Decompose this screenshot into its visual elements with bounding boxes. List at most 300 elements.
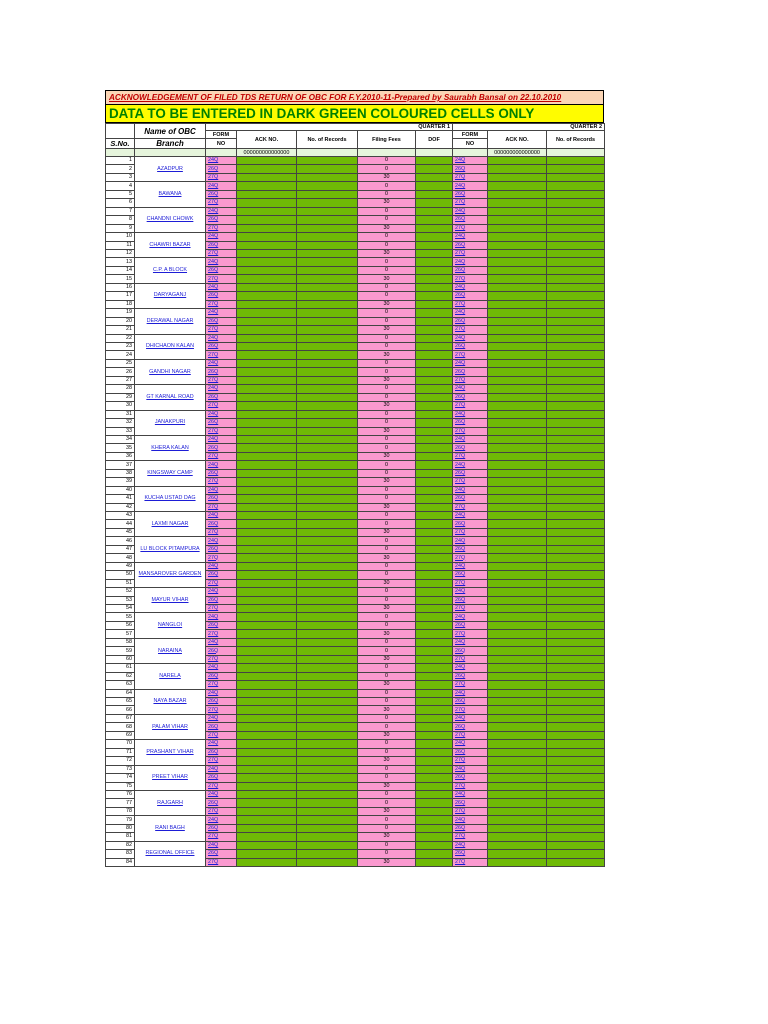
dof-input-q1[interactable]: [416, 748, 453, 756]
ack-input-q1[interactable]: [237, 317, 297, 325]
ack-input-q1[interactable]: [237, 512, 297, 520]
form-link-q2[interactable]: 26Q: [453, 672, 488, 680]
form-link-q1[interactable]: 27Q: [206, 655, 237, 663]
dof-input-q1[interactable]: [416, 858, 453, 866]
form-link-q2[interactable]: 27Q: [453, 478, 488, 486]
records-input-q1[interactable]: [297, 258, 358, 266]
dof-input-q1[interactable]: [416, 562, 453, 570]
dof-input-q1[interactable]: [416, 207, 453, 215]
ack-input-q2[interactable]: [488, 334, 547, 342]
ack-input-q1[interactable]: [237, 182, 297, 190]
ack-input-q1[interactable]: [237, 554, 297, 562]
records-input-q2[interactable]: [547, 647, 605, 655]
dof-input-q1[interactable]: [416, 554, 453, 562]
dof-input-q1[interactable]: [416, 435, 453, 443]
dof-input-q1[interactable]: [416, 469, 453, 477]
records-input-q2[interactable]: [547, 233, 605, 241]
records-input-q2[interactable]: [547, 655, 605, 663]
form-link-q2[interactable]: 26Q: [453, 545, 488, 553]
ack-input-q2[interactable]: [488, 596, 547, 604]
records-input-q1[interactable]: [297, 605, 358, 613]
ack-input-q2[interactable]: [488, 190, 547, 198]
ack-input-q2[interactable]: [488, 241, 547, 249]
ack-input-q2[interactable]: [488, 300, 547, 308]
ack-input-q1[interactable]: [237, 824, 297, 832]
records-input-q2[interactable]: [547, 740, 605, 748]
ack-input-q2[interactable]: [488, 258, 547, 266]
branch-link[interactable]: DERAWAL NAGAR: [135, 309, 206, 334]
form-link-q2[interactable]: 27Q: [453, 579, 488, 587]
records-input-q2[interactable]: [547, 824, 605, 832]
records-input-q1[interactable]: [297, 672, 358, 680]
form-link-q1[interactable]: 27Q: [206, 528, 237, 536]
form-link-q2[interactable]: 26Q: [453, 317, 488, 325]
records-input-q1[interactable]: [297, 469, 358, 477]
records-input-q1[interactable]: [297, 782, 358, 790]
records-input-q1[interactable]: [297, 723, 358, 731]
ack-input-q2[interactable]: [488, 816, 547, 824]
records-input-q2[interactable]: [547, 774, 605, 782]
ack-input-q2[interactable]: [488, 537, 547, 545]
form-link-q2[interactable]: 24Q: [453, 233, 488, 241]
ack-input-q1[interactable]: [237, 173, 297, 181]
ack-input-q1[interactable]: [237, 469, 297, 477]
records-input-q1[interactable]: [297, 790, 358, 798]
records-input-q1[interactable]: [297, 266, 358, 274]
dof-input-q1[interactable]: [416, 216, 453, 224]
branch-link[interactable]: RAJGARH: [135, 790, 206, 815]
form-link-q2[interactable]: 27Q: [453, 655, 488, 663]
form-link-q2[interactable]: 26Q: [453, 190, 488, 198]
form-link-q2[interactable]: 24Q: [453, 512, 488, 520]
records-input-q2[interactable]: [547, 190, 605, 198]
ack-input-q2[interactable]: [488, 706, 547, 714]
ack-input-q2[interactable]: [488, 807, 547, 815]
ack-input-q1[interactable]: [237, 714, 297, 722]
dof-input-q1[interactable]: [416, 258, 453, 266]
dof-input-q1[interactable]: [416, 275, 453, 283]
records-input-q2[interactable]: [547, 452, 605, 460]
records-input-q2[interactable]: [547, 605, 605, 613]
dof-input-q1[interactable]: [416, 427, 453, 435]
form-link-q2[interactable]: 26Q: [453, 748, 488, 756]
records-input-q2[interactable]: [547, 571, 605, 579]
form-link-q1[interactable]: 26Q: [206, 419, 237, 427]
records-input-q1[interactable]: [297, 774, 358, 782]
records-input-q2[interactable]: [547, 351, 605, 359]
dof-input-q1[interactable]: [416, 410, 453, 418]
form-link-q1[interactable]: 24Q: [206, 435, 237, 443]
records-input-q2[interactable]: [547, 165, 605, 173]
records-input-q2[interactable]: [547, 368, 605, 376]
records-input-q2[interactable]: [547, 562, 605, 570]
form-link-q1[interactable]: 27Q: [206, 605, 237, 613]
records-input-q1[interactable]: [297, 630, 358, 638]
records-input-q2[interactable]: [547, 199, 605, 207]
ack-input-q2[interactable]: [488, 714, 547, 722]
ack-input-q2[interactable]: [488, 647, 547, 655]
records-input-q2[interactable]: [547, 664, 605, 672]
form-link-q1[interactable]: 26Q: [206, 824, 237, 832]
dof-input-q1[interactable]: [416, 588, 453, 596]
form-link-q1[interactable]: 26Q: [206, 368, 237, 376]
form-link-q2[interactable]: 24Q: [453, 841, 488, 849]
dof-input-q1[interactable]: [416, 385, 453, 393]
ack-input-q1[interactable]: [237, 478, 297, 486]
ack-input-q2[interactable]: [488, 554, 547, 562]
ack-input-q1[interactable]: [237, 402, 297, 410]
form-link-q1[interactable]: 27Q: [206, 326, 237, 334]
ack-input-q2[interactable]: [488, 824, 547, 832]
dof-input-q1[interactable]: [416, 672, 453, 680]
form-link-q2[interactable]: 24Q: [453, 182, 488, 190]
records-input-q2[interactable]: [547, 326, 605, 334]
records-input-q2[interactable]: [547, 757, 605, 765]
ack-input-q1[interactable]: [237, 655, 297, 663]
form-link-q2[interactable]: 27Q: [453, 402, 488, 410]
ack-input-q1[interactable]: [237, 664, 297, 672]
dof-input-q1[interactable]: [416, 596, 453, 604]
form-link-q2[interactable]: 26Q: [453, 723, 488, 731]
records-input-q2[interactable]: [547, 714, 605, 722]
form-link-q1[interactable]: 26Q: [206, 444, 237, 452]
records-input-q1[interactable]: [297, 190, 358, 198]
records-input-q1[interactable]: [297, 182, 358, 190]
ack-input-q2[interactable]: [488, 385, 547, 393]
ack-input-q1[interactable]: [237, 444, 297, 452]
form-link-q2[interactable]: 27Q: [453, 503, 488, 511]
form-link-q2[interactable]: 26Q: [453, 444, 488, 452]
form-link-q1[interactable]: 26Q: [206, 799, 237, 807]
records-input-q1[interactable]: [297, 249, 358, 257]
form-link-q2[interactable]: 26Q: [453, 571, 488, 579]
ack-input-q1[interactable]: [237, 419, 297, 427]
ack-input-q2[interactable]: [488, 757, 547, 765]
branch-link[interactable]: NAYA BAZAR: [135, 689, 206, 714]
records-input-q2[interactable]: [547, 334, 605, 342]
form-link-q2[interactable]: 26Q: [453, 698, 488, 706]
ack-input-q2[interactable]: [488, 249, 547, 257]
ack-input-q2[interactable]: [488, 655, 547, 663]
form-link-q1[interactable]: 26Q: [206, 520, 237, 528]
form-link-q1[interactable]: 24Q: [206, 714, 237, 722]
dof-input-q1[interactable]: [416, 461, 453, 469]
ack-input-q1[interactable]: [237, 292, 297, 300]
branch-link[interactable]: REGIONAL OFFICE: [135, 841, 206, 866]
dof-input-q1[interactable]: [416, 740, 453, 748]
form-link-q1[interactable]: 24Q: [206, 790, 237, 798]
ack-input-q1[interactable]: [237, 266, 297, 274]
form-link-q2[interactable]: 24Q: [453, 689, 488, 697]
records-input-q1[interactable]: [297, 799, 358, 807]
ack-input-q2[interactable]: [488, 309, 547, 317]
form-link-q1[interactable]: 24Q: [206, 537, 237, 545]
form-link-q2[interactable]: 24Q: [453, 385, 488, 393]
form-link-q2[interactable]: 27Q: [453, 427, 488, 435]
dof-input-q1[interactable]: [416, 351, 453, 359]
records-input-q2[interactable]: [547, 545, 605, 553]
ack-input-q2[interactable]: [488, 427, 547, 435]
dof-input-q1[interactable]: [416, 765, 453, 773]
dof-input-q1[interactable]: [416, 309, 453, 317]
records-input-q2[interactable]: [547, 528, 605, 536]
ack-input-q2[interactable]: [488, 579, 547, 587]
branch-link[interactable]: BAWANA: [135, 182, 206, 207]
form-link-q2[interactable]: 26Q: [453, 596, 488, 604]
records-input-q1[interactable]: [297, 292, 358, 300]
records-input-q1[interactable]: [297, 393, 358, 401]
form-link-q1[interactable]: 24Q: [206, 461, 237, 469]
dof-input-q1[interactable]: [416, 698, 453, 706]
form-link-q2[interactable]: 26Q: [453, 774, 488, 782]
dof-input-q1[interactable]: [416, 723, 453, 731]
ack-input-q2[interactable]: [488, 748, 547, 756]
records-input-q2[interactable]: [547, 731, 605, 739]
ack-input-q1[interactable]: [237, 300, 297, 308]
form-link-q2[interactable]: 26Q: [453, 850, 488, 858]
records-input-q2[interactable]: [547, 790, 605, 798]
ack-input-q1[interactable]: [237, 258, 297, 266]
form-link-q1[interactable]: 27Q: [206, 452, 237, 460]
records-input-q2[interactable]: [547, 207, 605, 215]
form-link-q1[interactable]: 24Q: [206, 740, 237, 748]
dof-input-q1[interactable]: [416, 300, 453, 308]
records-input-q2[interactable]: [547, 461, 605, 469]
form-link-q2[interactable]: 24Q: [453, 588, 488, 596]
records-input-q1[interactable]: [297, 621, 358, 629]
records-input-q1[interactable]: [297, 317, 358, 325]
records-input-q2[interactable]: [547, 486, 605, 494]
ack-input-q2[interactable]: [488, 740, 547, 748]
form-link-q1[interactable]: 26Q: [206, 571, 237, 579]
ack-input-q2[interactable]: [488, 410, 547, 418]
records-input-q1[interactable]: [297, 326, 358, 334]
form-link-q1[interactable]: 26Q: [206, 748, 237, 756]
records-input-q1[interactable]: [297, 757, 358, 765]
form-link-q1[interactable]: 26Q: [206, 317, 237, 325]
ack-input-q2[interactable]: [488, 402, 547, 410]
branch-link[interactable]: LU BLOCK PITAMPURA: [135, 537, 206, 562]
records-input-q1[interactable]: [297, 241, 358, 249]
ack-input-q2[interactable]: [488, 850, 547, 858]
dof-input-q1[interactable]: [416, 571, 453, 579]
records-input-q1[interactable]: [297, 410, 358, 418]
dof-input-q1[interactable]: [416, 283, 453, 291]
records-input-q1[interactable]: [297, 824, 358, 832]
dof-input-q1[interactable]: [416, 190, 453, 198]
ack-input-q1[interactable]: [237, 740, 297, 748]
form-link-q1[interactable]: 24Q: [206, 233, 237, 241]
form-link-q1[interactable]: 26Q: [206, 647, 237, 655]
branch-link[interactable]: KHERA KALAN: [135, 435, 206, 460]
records-input-q2[interactable]: [547, 292, 605, 300]
records-input-q2[interactable]: [547, 317, 605, 325]
branch-link[interactable]: AZADPUR: [135, 157, 206, 182]
records-input-q2[interactable]: [547, 435, 605, 443]
records-input-q1[interactable]: [297, 833, 358, 841]
ack-input-q1[interactable]: [237, 241, 297, 249]
records-input-q1[interactable]: [297, 588, 358, 596]
form-link-q1[interactable]: 24Q: [206, 207, 237, 215]
ack-input-q1[interactable]: [237, 613, 297, 621]
records-input-q1[interactable]: [297, 512, 358, 520]
dof-input-q1[interactable]: [416, 486, 453, 494]
form-link-q2[interactable]: 27Q: [453, 224, 488, 232]
ack-input-q2[interactable]: [488, 571, 547, 579]
ack-input-q2[interactable]: [488, 326, 547, 334]
form-link-q1[interactable]: 26Q: [206, 774, 237, 782]
records-input-q1[interactable]: [297, 300, 358, 308]
records-input-q2[interactable]: [547, 799, 605, 807]
ack-input-q1[interactable]: [237, 545, 297, 553]
form-link-q1[interactable]: 27Q: [206, 833, 237, 841]
records-input-q2[interactable]: [547, 723, 605, 731]
ack-input-q1[interactable]: [237, 342, 297, 350]
dof-input-q1[interactable]: [416, 841, 453, 849]
form-link-q2[interactable]: 24Q: [453, 461, 488, 469]
ack-input-q1[interactable]: [237, 841, 297, 849]
records-input-q1[interactable]: [297, 275, 358, 283]
form-link-q1[interactable]: 27Q: [206, 858, 237, 866]
dof-input-q1[interactable]: [416, 613, 453, 621]
form-link-q1[interactable]: 27Q: [206, 351, 237, 359]
ack-input-q1[interactable]: [237, 850, 297, 858]
records-input-q2[interactable]: [547, 342, 605, 350]
ack-input-q2[interactable]: [488, 165, 547, 173]
form-link-q2[interactable]: 27Q: [453, 452, 488, 460]
dof-input-q1[interactable]: [416, 326, 453, 334]
records-input-q1[interactable]: [297, 698, 358, 706]
records-input-q1[interactable]: [297, 816, 358, 824]
branch-link[interactable]: GANDHI NAGAR: [135, 359, 206, 384]
form-link-q2[interactable]: 27Q: [453, 681, 488, 689]
ack-input-q1[interactable]: [237, 579, 297, 587]
form-link-q1[interactable]: 24Q: [206, 765, 237, 773]
dof-input-q1[interactable]: [416, 681, 453, 689]
branch-link[interactable]: NANGLOI: [135, 613, 206, 638]
dof-input-q1[interactable]: [416, 224, 453, 232]
form-link-q2[interactable]: 24Q: [453, 359, 488, 367]
ack-input-q2[interactable]: [488, 207, 547, 215]
records-input-q2[interactable]: [547, 478, 605, 486]
ack-input-q2[interactable]: [488, 799, 547, 807]
ack-input-q1[interactable]: [237, 537, 297, 545]
form-link-q1[interactable]: 26Q: [206, 165, 237, 173]
ack-input-q2[interactable]: [488, 283, 547, 291]
ack-input-q1[interactable]: [237, 385, 297, 393]
ack-input-q2[interactable]: [488, 317, 547, 325]
ack-input-q1[interactable]: [237, 689, 297, 697]
ack-input-q2[interactable]: [488, 605, 547, 613]
ack-input-q2[interactable]: [488, 444, 547, 452]
dof-input-q1[interactable]: [416, 495, 453, 503]
dof-input-q1[interactable]: [416, 757, 453, 765]
records-input-q2[interactable]: [547, 469, 605, 477]
records-input-q1[interactable]: [297, 452, 358, 460]
ack-input-q1[interactable]: [237, 647, 297, 655]
dof-input-q1[interactable]: [416, 774, 453, 782]
ack-input-q2[interactable]: [488, 359, 547, 367]
ack-input-q2[interactable]: [488, 672, 547, 680]
form-link-q2[interactable]: 24Q: [453, 613, 488, 621]
ack-input-q2[interactable]: [488, 173, 547, 181]
form-link-q1[interactable]: 27Q: [206, 706, 237, 714]
ack-input-q2[interactable]: [488, 216, 547, 224]
ack-input-q1[interactable]: [237, 190, 297, 198]
records-input-q1[interactable]: [297, 528, 358, 536]
dof-input-q1[interactable]: [416, 182, 453, 190]
records-input-q2[interactable]: [547, 579, 605, 587]
form-link-q1[interactable]: 24Q: [206, 258, 237, 266]
records-input-q2[interactable]: [547, 410, 605, 418]
records-input-q2[interactable]: [547, 266, 605, 274]
ack-input-q1[interactable]: [237, 748, 297, 756]
records-input-q1[interactable]: [297, 731, 358, 739]
ack-input-q2[interactable]: [488, 435, 547, 443]
ack-input-q2[interactable]: [488, 858, 547, 866]
dof-input-q1[interactable]: [416, 799, 453, 807]
records-input-q2[interactable]: [547, 613, 605, 621]
branch-link[interactable]: MANSAROVER GARDEN: [135, 562, 206, 587]
dof-input-q1[interactable]: [416, 376, 453, 384]
ack-input-q2[interactable]: [488, 368, 547, 376]
ack-input-q1[interactable]: [237, 723, 297, 731]
form-link-q1[interactable]: 27Q: [206, 731, 237, 739]
dof-input-q1[interactable]: [416, 807, 453, 815]
dof-input-q1[interactable]: [416, 266, 453, 274]
form-link-q2[interactable]: 27Q: [453, 199, 488, 207]
dof-input-q1[interactable]: [416, 689, 453, 697]
records-input-q2[interactable]: [547, 681, 605, 689]
records-input-q2[interactable]: [547, 224, 605, 232]
form-link-q1[interactable]: 27Q: [206, 478, 237, 486]
dof-input-q1[interactable]: [416, 630, 453, 638]
ack-input-q1[interactable]: [237, 199, 297, 207]
records-input-q1[interactable]: [297, 351, 358, 359]
form-link-q1[interactable]: 24Q: [206, 689, 237, 697]
records-input-q1[interactable]: [297, 520, 358, 528]
form-link-q2[interactable]: 26Q: [453, 292, 488, 300]
form-link-q1[interactable]: 26Q: [206, 292, 237, 300]
form-link-q2[interactable]: 24Q: [453, 562, 488, 570]
form-link-q1[interactable]: 27Q: [206, 427, 237, 435]
records-input-q2[interactable]: [547, 402, 605, 410]
form-link-q2[interactable]: 26Q: [453, 241, 488, 249]
ack-input-q2[interactable]: [488, 782, 547, 790]
form-link-q1[interactable]: 26Q: [206, 342, 237, 350]
ack-input-q1[interactable]: [237, 165, 297, 173]
form-link-q2[interactable]: 24Q: [453, 334, 488, 342]
records-input-q2[interactable]: [547, 537, 605, 545]
records-input-q1[interactable]: [297, 224, 358, 232]
dof-input-q1[interactable]: [416, 478, 453, 486]
ack-input-q1[interactable]: [237, 393, 297, 401]
records-input-q1[interactable]: [297, 495, 358, 503]
records-input-q2[interactable]: [547, 596, 605, 604]
form-link-q2[interactable]: 26Q: [453, 520, 488, 528]
records-input-q1[interactable]: [297, 647, 358, 655]
form-link-q1[interactable]: 24Q: [206, 283, 237, 291]
records-input-q1[interactable]: [297, 419, 358, 427]
records-input-q1[interactable]: [297, 545, 358, 553]
ack-input-q1[interactable]: [237, 435, 297, 443]
dof-input-q1[interactable]: [416, 621, 453, 629]
form-link-q1[interactable]: 27Q: [206, 681, 237, 689]
ack-input-q1[interactable]: [237, 782, 297, 790]
form-link-q2[interactable]: 24Q: [453, 765, 488, 773]
ack-input-q1[interactable]: [237, 757, 297, 765]
form-link-q1[interactable]: 26Q: [206, 850, 237, 858]
